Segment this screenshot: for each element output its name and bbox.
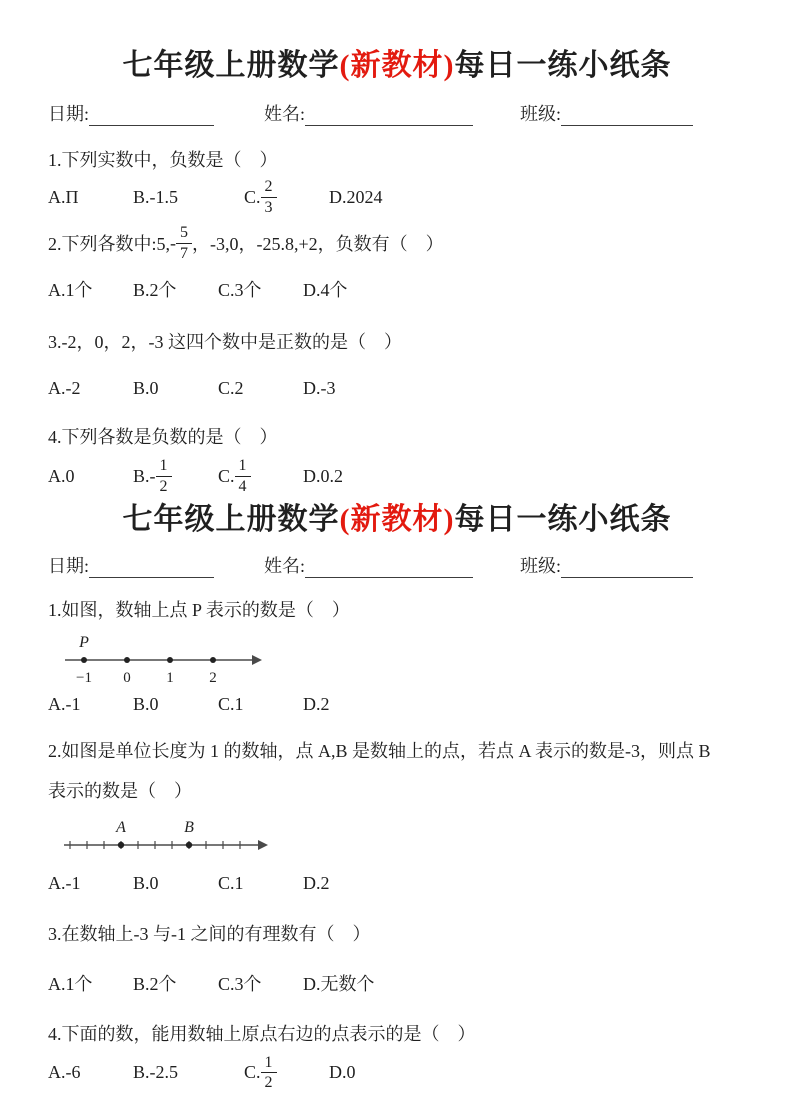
point-dot [167, 657, 173, 663]
option-b: B.0 [133, 693, 159, 714]
point-label-p: P [79, 633, 89, 651]
date-field-label: 日期: [48, 555, 90, 576]
option-c: C.1 [218, 872, 244, 893]
option-d: D.2 [303, 872, 330, 893]
option-d: D.0 [329, 1062, 356, 1083]
tick-label: 0 [123, 669, 131, 686]
point-dot [124, 657, 130, 663]
point-dot [81, 657, 87, 663]
s1-question4-stem: 4.下列各数是负数的是（ ） [48, 427, 278, 448]
name-field-label: 姓名: [264, 104, 306, 124]
option-d: D.无数个 [303, 973, 375, 994]
option-c: C.3个 [218, 973, 262, 994]
option-c: C.1 [218, 693, 244, 714]
fraction-one-half: $\frac{1}{2}$ [261, 1054, 277, 1092]
option-c: C.2 [218, 378, 244, 399]
fraction-two-thirds: $\frac{2}{3}$ [261, 178, 277, 216]
s2-question4-stem: 4.下面的数，能用数轴上原点右边的点表示的是（ ） [48, 1023, 476, 1044]
title-text-pre: 七年级上册数学 [122, 502, 340, 536]
s1-question3-stem: 3.-2，0，2，-3 这四个数中是正数的是（ ） [48, 332, 402, 353]
section1-title [48, 46, 746, 86]
fraction-five-sevenths: $\frac{5}{7}$ [176, 224, 192, 262]
s1-question4-options [48, 457, 746, 495]
option-b: B.-2.5 [133, 1062, 178, 1083]
name-field-line [305, 106, 473, 126]
name-field-line [305, 558, 473, 578]
tick-label: −1 [76, 669, 92, 686]
s1-question1-stem: 1.下列实数中，负数是（ ） [48, 150, 278, 170]
tick-label: 2 [209, 669, 217, 686]
option-b: B.0 [133, 378, 159, 399]
title-text-post: 每日一练小纸条 [454, 502, 672, 536]
title-text-red: (新教材) [339, 49, 455, 82]
fraction-sign: - [149, 465, 156, 486]
option-a: A.-1 [48, 872, 81, 893]
number-line-diagram-ab [62, 817, 287, 861]
option-d: D.0.2 [303, 465, 343, 486]
fraction-sign: - [170, 232, 177, 253]
option-c [218, 457, 303, 495]
option-d: D.2 [303, 693, 330, 714]
s1-question2-options [48, 276, 746, 302]
s2-question2-stem [48, 731, 746, 811]
class-field-line [561, 558, 693, 578]
section2-fields-row [48, 552, 746, 578]
point-dot-a [118, 841, 124, 847]
option-c-label: C. [218, 465, 235, 486]
option-a: A.-6 [48, 1062, 81, 1083]
fraction-one-half: $\frac{1}{2}$ [156, 457, 172, 495]
stem-line-1: 2.如图是单位长度为 1 的数轴，点 A,B 是数轴上的点，若点 A 表示的数是-3，则点 B [48, 740, 711, 761]
stem-line-2: 表示的数是（ ） [48, 780, 192, 801]
option-a: A.Π [48, 186, 79, 207]
point-dot-b [186, 841, 192, 847]
option-c-label: C. [244, 1062, 261, 1083]
s2-question1-stem: 1.如图，数轴上点 P 表示的数是（ ） [48, 599, 350, 620]
option-a: A.-1 [48, 693, 81, 714]
option-b-label: B. [133, 465, 150, 486]
class-field-line [561, 106, 693, 126]
date-field-label: 日期: [48, 104, 90, 124]
s1-question3-options [48, 378, 746, 399]
stem-text-post: ，-3,0，-25.8,+2，负数有（ ） [192, 234, 444, 255]
option-d: D.-3 [303, 378, 336, 399]
section1-fields-row [48, 100, 746, 126]
date-field-line [89, 558, 214, 578]
title-text-post: 每日一练小纸条 [454, 49, 672, 82]
number-line-arrow-icon [252, 655, 262, 665]
s1-question2-stem [48, 224, 746, 262]
option-a: A.1个 [48, 280, 93, 301]
s1-question1-options [48, 178, 746, 216]
section2-title [48, 500, 746, 540]
s2-question3-options [48, 970, 746, 996]
s2-question2-options [48, 873, 746, 894]
option-b: B.-1.5 [133, 186, 178, 207]
fraction-one-quarter: $\frac{1}{4}$ [235, 457, 251, 495]
point-label-b: B [184, 818, 194, 836]
class-field-label: 班级: [520, 104, 562, 124]
option-b [133, 457, 218, 495]
option-a: A.-2 [48, 378, 81, 399]
s2-question1-options [48, 694, 746, 715]
option-a: A.0 [48, 465, 75, 486]
number-line-arrow-icon [258, 840, 268, 850]
option-c [244, 178, 329, 216]
option-d: D.4个 [303, 280, 348, 301]
point-dot [210, 657, 216, 663]
name-field-label: 姓名: [264, 555, 306, 576]
stem-text-pre: 2.下列各数中:5, [48, 234, 171, 255]
s2-question4-options [48, 1054, 746, 1092]
option-b: B.2个 [133, 280, 177, 301]
tick-label: 1 [166, 669, 174, 686]
s2-question3-stem: 3.在数轴上-3 与-1 之间的有理数有（ ） [48, 923, 371, 944]
number-line-diagram-p [62, 634, 292, 690]
point-label-a: A [116, 818, 126, 836]
title-text-pre: 七年级上册数学 [122, 49, 340, 82]
option-c-label: C. [244, 186, 261, 207]
date-field-line [89, 106, 214, 126]
option-b: B.2个 [133, 973, 177, 994]
option-d: D.2024 [329, 186, 383, 207]
option-c [244, 1054, 329, 1092]
option-b: B.0 [133, 872, 159, 893]
option-a: A.1个 [48, 973, 93, 994]
title-text-red: (新教材) [339, 502, 455, 536]
class-field-label: 班级: [520, 555, 562, 576]
option-c: C.3个 [218, 280, 262, 301]
